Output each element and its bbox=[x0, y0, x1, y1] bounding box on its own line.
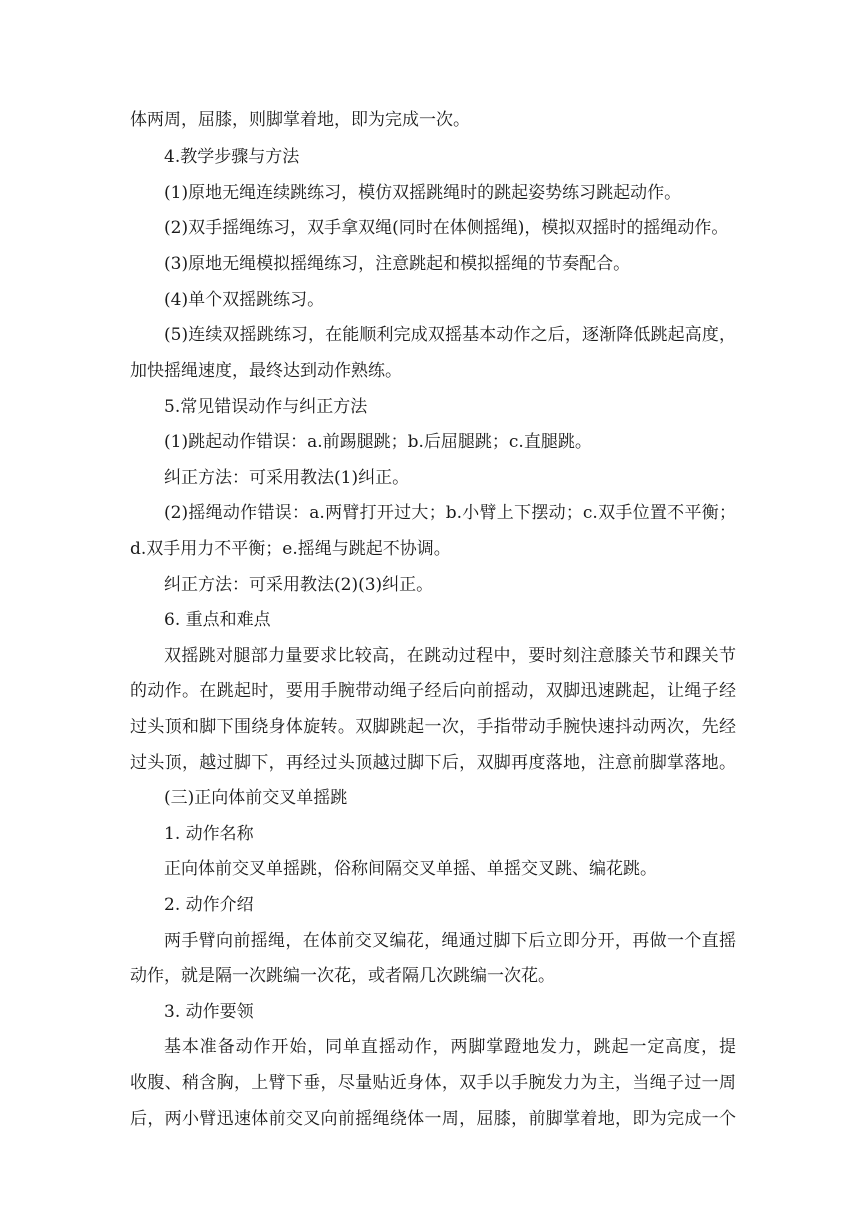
list-item-step-2: (2)双手摇绳练习，双手拿双绳(同时在体侧摇绳)，模拟双摇时的摇绳动作。 bbox=[164, 218, 729, 238]
list-item-step-4: (4)单个双摇跳练习。 bbox=[164, 290, 325, 310]
paragraph-action-intro-line-2: 动作，就是隔一次跳编一次花，或者隔几次跳编一次花。 bbox=[130, 966, 555, 986]
list-item-step-1: (1)原地无绳连续跳练习，模仿双摇跳绳时的跳起姿势练习跳起动作。 bbox=[164, 183, 682, 203]
section-heading-common-errors: 5.常见错误动作与纠正方法 bbox=[164, 397, 368, 417]
paragraph-essentials-line-1: 基本准备动作开始，同单直摇动作，两脚掌蹬地发力，跳起一定高度，提 bbox=[164, 1037, 736, 1057]
paragraph-action-intro-line-1: 两手臂向前摇绳，在体前交叉编花，绳通过脚下后立即分开，再做一个直摇 bbox=[164, 931, 736, 951]
text-line-1: 体两周，屈膝，则脚掌着地，即为完成一次。 bbox=[130, 110, 470, 130]
section-heading-key-points: 6. 重点和难点 bbox=[164, 610, 271, 630]
correction-method-2: 纠正方法：可采用教法(2)(3)纠正。 bbox=[164, 575, 434, 595]
list-item-step-5: (5)连续双摇跳练习，在能顺利完成双摇基本动作之后，逐渐降低跳起高度， bbox=[164, 325, 736, 345]
section-heading-teaching-steps: 4.教学步骤与方法 bbox=[164, 147, 300, 167]
paragraph-action-name: 正向体前交叉单摇跳，俗称间隔交叉单摇、单摇交叉跳、编花跳。 bbox=[164, 859, 657, 879]
paragraph-essentials-line-3: 后，两小臂迅速体前交叉向前摇绳绕体一周，屈膝，前脚掌着地，即为完成一个 bbox=[130, 1109, 736, 1129]
paragraph-essentials-line-2: 收腹、稍含胸，上臂下垂，尽量贴近身体，双手以手腕发力为主，当绳子过一周 bbox=[130, 1073, 736, 1093]
list-item-step-3: (3)原地无绳模拟摇绳练习，注意跳起和模拟摇绳的节奏配合。 bbox=[164, 254, 631, 274]
text-line-step-5-cont: 加快摇绳速度，最终达到动作熟练。 bbox=[130, 361, 402, 381]
subheading-action-essentials: 3. 动作要领 bbox=[164, 1002, 254, 1022]
paragraph-key-points-line-1: 双摇跳对腿部力量要求比较高，在跳动过程中，要时刻注意膝关节和踝关节 bbox=[164, 646, 736, 666]
correction-method-1: 纠正方法：可采用教法(1)纠正。 bbox=[164, 468, 410, 488]
paragraph-key-points-line-2: 的动作。在跳起时，要用手腕带动绳子经后向前摇动，双脚迅速跳起，让绳子经 bbox=[130, 681, 736, 701]
list-item-error-2: (2)摇绳动作错误：a.两臂打开过大；b.小臂上下摆动；c.双手位置不平衡； bbox=[164, 503, 736, 523]
list-item-error-1: (1)跳起动作错误：a.前踢腿跳；b.后屈腿跳；c.直腿跳。 bbox=[164, 432, 592, 452]
paragraph-key-points-line-3: 过头顶和脚下围绕身体旋转。双脚跳起一次，手指带动手腕快速抖动两次，先经 bbox=[130, 717, 736, 737]
subheading-action-intro: 2. 动作介绍 bbox=[164, 895, 254, 915]
text-line-error-2-cont: d.双手用力不平衡；e.摇绳与跳起不协调。 bbox=[130, 539, 451, 559]
paragraph-key-points-line-4: 过头顶，越过脚下，再经过头顶越过脚下后，双脚再度落地，注意前脚掌落地。 bbox=[130, 753, 736, 773]
subheading-action-name: 1. 动作名称 bbox=[164, 824, 254, 844]
section-heading-cross-jump: (三)正向体前交叉单摇跳 bbox=[164, 788, 348, 808]
